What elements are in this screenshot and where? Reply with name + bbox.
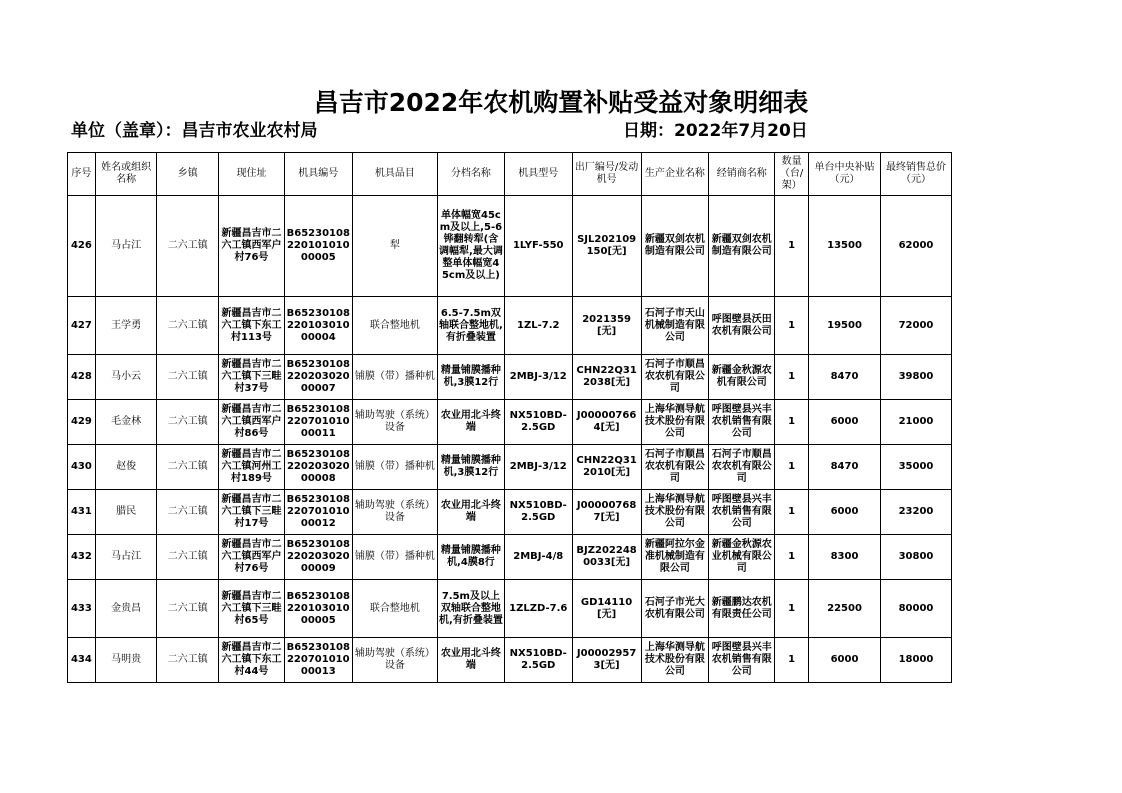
- cell-model: 1ZL-7.2: [504, 297, 572, 355]
- cell-subsidy: 13500: [809, 196, 881, 297]
- cell-machine-id: B6523010822070101000013: [284, 638, 352, 683]
- cell-grade: 7.5m及以上双轴联合整地机,有折叠装置: [438, 580, 505, 638]
- unit-label: 单位（盖章）：昌吉市农业农村局: [71, 121, 318, 141]
- cell-grade: 农业用北斗终端: [438, 400, 505, 445]
- cell-serial: CHN22Q312010[无]: [572, 445, 641, 490]
- cell-address: 新疆昌吉市二六工镇西军户村76号: [219, 196, 285, 297]
- cell-subsidy: 8470: [809, 355, 881, 400]
- cell-dealer: 新疆鹏达农机有限责任公司: [709, 580, 775, 638]
- cell-dealer: 呼图壁县兴丰农机销售有限公司: [709, 638, 775, 683]
- cell-serial: GD14110[无]: [572, 580, 641, 638]
- table-row: [68, 355, 952, 400]
- cell-grade: 精量铺膜播种机,3膜12行: [438, 355, 505, 400]
- col-header: 乡镇: [157, 153, 219, 196]
- cell-machine-id: B6523010822020302000008: [284, 445, 352, 490]
- cell-dealer: 新疆双剑农机制造有限公司: [709, 196, 775, 297]
- cell-machine-id: B6523010822010101000005: [284, 196, 352, 297]
- cell-qty: 1: [775, 400, 809, 445]
- cell-address: 新疆昌吉市二六工镇下东工村44号: [219, 638, 285, 683]
- cell-subsidy: 6000: [809, 400, 881, 445]
- cell-category: 犁: [352, 196, 437, 297]
- cell-town: 二六工镇: [157, 638, 219, 683]
- cell-grade: 6.5-7.5m双轴联合整地机,有折叠装置: [438, 297, 505, 355]
- cell-category: 铺膜（带）播种机: [352, 355, 437, 400]
- cell-price: 35000: [880, 445, 951, 490]
- cell-no: 427: [68, 297, 96, 355]
- col-header: 序号: [68, 153, 96, 196]
- cell-grade: 农业用北斗终端: [438, 490, 505, 535]
- cell-town: 二六工镇: [157, 535, 219, 580]
- cell-no: 428: [68, 355, 96, 400]
- cell-price: 72000: [880, 297, 951, 355]
- cell-town: 二六工镇: [157, 490, 219, 535]
- cell-name: 马小云: [95, 355, 157, 400]
- header-row: [68, 153, 952, 196]
- cell-price: 21000: [880, 400, 951, 445]
- cell-category: 辅助驾驶（系统）设备: [352, 400, 437, 445]
- cell-name: 金贵昌: [95, 580, 157, 638]
- cell-grade: 农业用北斗终端: [438, 638, 505, 683]
- cell-town: 二六工镇: [157, 580, 219, 638]
- cell-no: 434: [68, 638, 96, 683]
- cell-name: 毛金林: [95, 400, 157, 445]
- table-row: [68, 400, 952, 445]
- cell-qty: 1: [775, 580, 809, 638]
- cell-price: 18000: [880, 638, 951, 683]
- cell-grade: 精量铺膜播种机,3膜12行: [438, 445, 505, 490]
- cell-subsidy: 6000: [809, 638, 881, 683]
- col-header: 机具编号: [284, 153, 352, 196]
- cell-qty: 1: [775, 355, 809, 400]
- cell-subsidy: 19500: [809, 297, 881, 355]
- cell-town: 二六工镇: [157, 355, 219, 400]
- table-row: [68, 535, 952, 580]
- cell-manufacturer: 石河子市天山机械制造有限公司: [641, 297, 709, 355]
- cell-subsidy: 8470: [809, 445, 881, 490]
- cell-category: 铺膜（带）播种机: [352, 445, 437, 490]
- cell-category: 铺膜（带）播种机: [352, 535, 437, 580]
- cell-no: 430: [68, 445, 96, 490]
- cell-subsidy: 22500: [809, 580, 881, 638]
- col-header: 最终销售总价（元）: [880, 153, 951, 196]
- col-header: 数量（台/架）: [775, 153, 809, 196]
- cell-dealer: 新疆金秋源农业机械有限公司: [709, 535, 775, 580]
- cell-manufacturer: 新疆阿拉尔金准机械制造有限公司: [641, 535, 709, 580]
- cell-manufacturer: 上海华测导航技术股份有限公司: [641, 638, 709, 683]
- cell-serial: J000029573[无]: [572, 638, 641, 683]
- cell-machine-id: B6523010822070101000012: [284, 490, 352, 535]
- cell-no: 429: [68, 400, 96, 445]
- col-header: 生产企业名称: [641, 153, 709, 196]
- cell-no: 431: [68, 490, 96, 535]
- cell-price: 80000: [880, 580, 951, 638]
- cell-serial: BJZ2022480033[无]: [572, 535, 641, 580]
- cell-address: 新疆昌吉市二六工镇下东工村113号: [219, 297, 285, 355]
- cell-price: 30800: [880, 535, 951, 580]
- cell-model: 2MBJ-3/12: [504, 355, 572, 400]
- cell-manufacturer: 上海华测导航技术股份有限公司: [641, 400, 709, 445]
- cell-model: NX510BD-2.5GD: [504, 490, 572, 535]
- cell-serial: J000007687[无]: [572, 490, 641, 535]
- cell-address: 新疆昌吉市二六工镇西军户村86号: [219, 400, 285, 445]
- cell-manufacturer: 新疆双剑农机制造有限公司: [641, 196, 709, 297]
- cell-model: 1ZLZD-7.6: [504, 580, 572, 638]
- col-header: 姓名或组织名称: [95, 153, 157, 196]
- cell-dealer: 石河子市顺昌农农机有限公司: [709, 445, 775, 490]
- table-row: [68, 196, 952, 297]
- cell-price: 23200: [880, 490, 951, 535]
- cell-dealer: 新疆金秋源农机有限公司: [709, 355, 775, 400]
- date-label: 日期：2022年7月20日: [623, 121, 808, 141]
- col-header: 现住址: [219, 153, 285, 196]
- table-row: [68, 580, 952, 638]
- cell-no: 432: [68, 535, 96, 580]
- cell-qty: 1: [775, 638, 809, 683]
- cell-name: 腊民: [95, 490, 157, 535]
- cell-grade: 单体幅宽45cm及以上,5-6铧翻转犁(含调幅犁,最大调整单体幅宽45cm及以上): [438, 196, 505, 297]
- cell-manufacturer: 上海华测导航技术股份有限公司: [641, 490, 709, 535]
- cell-qty: 1: [775, 297, 809, 355]
- col-header: 出厂编号/发动机号: [572, 153, 641, 196]
- cell-model: NX510BD-2.5GD: [504, 400, 572, 445]
- cell-model: 1LYF-550: [504, 196, 572, 297]
- table-row: [68, 638, 952, 683]
- cell-subsidy: 8300: [809, 535, 881, 580]
- cell-subsidy: 6000: [809, 490, 881, 535]
- cell-machine-id: B6523010822070101000011: [284, 400, 352, 445]
- table-row: [68, 445, 952, 490]
- cell-name: 王学勇: [95, 297, 157, 355]
- cell-price: 39800: [880, 355, 951, 400]
- table-row: [68, 297, 952, 355]
- col-header: 机具型号: [504, 153, 572, 196]
- subsidy-table: [67, 152, 952, 683]
- cell-manufacturer: 石河子市顺昌农农机有限公司: [641, 445, 709, 490]
- cell-category: 辅助驾驶（系统）设备: [352, 490, 437, 535]
- cell-address: 新疆昌吉市二六工镇河州工村189号: [219, 445, 285, 490]
- cell-serial: SJL202109150[无]: [572, 196, 641, 297]
- cell-price: 62000: [880, 196, 951, 297]
- page-title: 昌吉市2022年农机购置补贴受益对象明细表: [313, 88, 809, 117]
- cell-qty: 1: [775, 535, 809, 580]
- cell-name: 马占江: [95, 535, 157, 580]
- cell-address: 新疆昌吉市二六工镇下三畦村65号: [219, 580, 285, 638]
- cell-serial: J000007664[无]: [572, 400, 641, 445]
- cell-machine-id: B6523010822010301000005: [284, 580, 352, 638]
- cell-qty: 1: [775, 445, 809, 490]
- cell-model: 2MBJ-3/12: [504, 445, 572, 490]
- cell-serial: 2021359[无]: [572, 297, 641, 355]
- cell-address: 新疆昌吉市二六工镇西军户村76号: [219, 535, 285, 580]
- cell-category: 联合整地机: [352, 580, 437, 638]
- cell-manufacturer: 石河子市顺昌农农机有限公司: [641, 355, 709, 400]
- cell-address: 新疆昌吉市二六工镇下三畦村37号: [219, 355, 285, 400]
- cell-address: 新疆昌吉市二六工镇下三畦村17号: [219, 490, 285, 535]
- cell-no: 426: [68, 196, 96, 297]
- cell-category: 辅助驾驶（系统）设备: [352, 638, 437, 683]
- cell-qty: 1: [775, 490, 809, 535]
- cell-machine-id: B6523010822010301000004: [284, 297, 352, 355]
- col-header: 分档名称: [438, 153, 505, 196]
- cell-machine-id: B6523010822020302000007: [284, 355, 352, 400]
- cell-town: 二六工镇: [157, 400, 219, 445]
- cell-dealer: 呼图壁县兴丰农机销售有限公司: [709, 490, 775, 535]
- cell-town: 二六工镇: [157, 297, 219, 355]
- cell-model: NX510BD-2.5GD: [504, 638, 572, 683]
- cell-name: 赵俊: [95, 445, 157, 490]
- cell-no: 433: [68, 580, 96, 638]
- cell-town: 二六工镇: [157, 196, 219, 297]
- cell-machine-id: B6523010822020302000009: [284, 535, 352, 580]
- cell-qty: 1: [775, 196, 809, 297]
- cell-grade: 精量铺膜播种机,4膜8行: [438, 535, 505, 580]
- cell-serial: CHN22Q312038[无]: [572, 355, 641, 400]
- cell-town: 二六工镇: [157, 445, 219, 490]
- col-header: 机具品目: [352, 153, 437, 196]
- cell-dealer: 呼图壁县沃田农机有限公司: [709, 297, 775, 355]
- table-row: [68, 490, 952, 535]
- col-header: 经销商名称: [709, 153, 775, 196]
- cell-category: 联合整地机: [352, 297, 437, 355]
- col-header: 单台中央补贴（元）: [809, 153, 881, 196]
- cell-manufacturer: 石河子市光大农机有限公司: [641, 580, 709, 638]
- cell-model: 2MBJ-4/8: [504, 535, 572, 580]
- cell-dealer: 呼图壁县兴丰农机销售有限公司: [709, 400, 775, 445]
- cell-name: 马占江: [95, 196, 157, 297]
- cell-name: 马明贵: [95, 638, 157, 683]
